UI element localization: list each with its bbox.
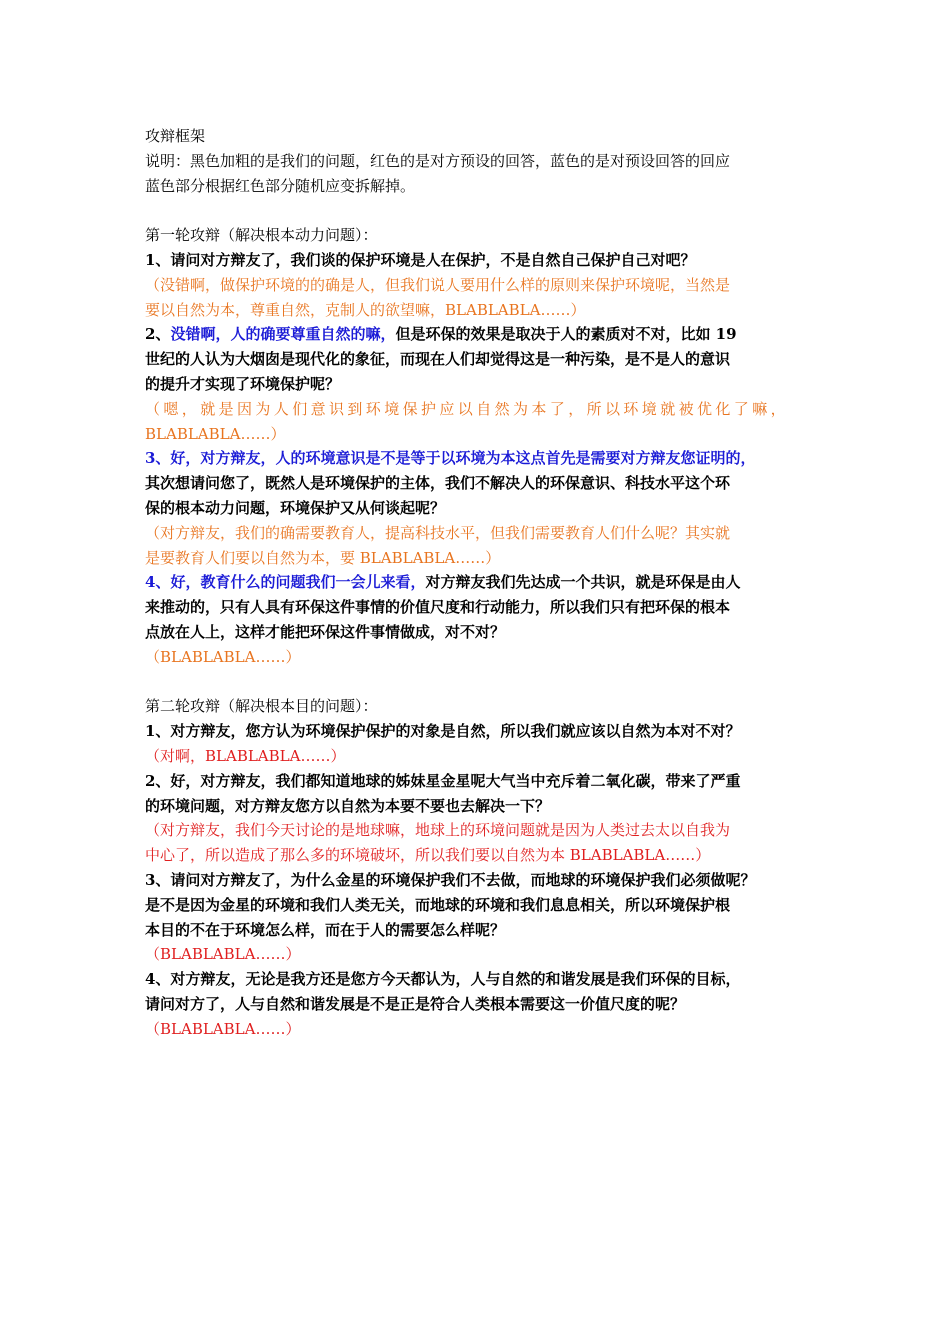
- round2-question-2-line-2: 的环境问题，对方辩友您方以自然为本要不要也去解决一下？: [145, 796, 551, 815]
- round1-answer-4: （BLABLABLA……）: [145, 647, 301, 666]
- round1-heading: 第一轮攻辩（解决根本动力问题）：: [145, 226, 378, 245]
- round2-answer-2-line-2: 中心了，所以造成了那么多的环境破坏，所以我们要以自然为本 BLABLABLA……）: [145, 846, 711, 865]
- round1-question-2-number: 2、: [145, 325, 171, 344]
- spacer: [145, 198, 817, 223]
- round1-question-4-response: 好，教育什么的问题我们一会儿来看，: [170, 573, 426, 592]
- round1-question-2-response: 没错啊，人的确要尊重自然的嘛，: [170, 325, 396, 344]
- doc-title: 攻辩框架: [145, 127, 206, 145]
- round1-question-4-line-1: [145, 570, 817, 595]
- round1-question-3-line-2: 其次想请问您了，既然人是环境保护的主体，我们不解决人的环保意识、科技水平这个环: [145, 474, 731, 493]
- round1-answer-2-line-2: BLABLABLA……）: [145, 424, 286, 443]
- round1-question-2-text: 但是环保的效果是取决于人的素质对不对，比如 19: [395, 325, 737, 344]
- round1-answer-2-line-1: （嗯，就是因为人们意识到环境保护应以自然为本了，所以环境就被优化了嘛，: [145, 399, 790, 418]
- round2-question-1: 1、对方辩友，您方认为环境保护保护的对象是自然，所以我们就应该以自然为本对不对？: [145, 722, 741, 741]
- round2-answer-2-line-1: （对方辩友，我们今天讨论的是地球嘛，地球上的环境问题就是因为人类过去太以自我为: [145, 821, 731, 840]
- round2-answer-1: （对啊，BLABLABLA……）: [145, 746, 346, 765]
- round1-question-2-line-3: 的提升才实现了环境保护呢？: [145, 374, 341, 393]
- round2-question-4-line-2: 请问对方了，人与自然和谐发展是不是正是符合人类根本需要这一价值尺度的呢？: [145, 994, 686, 1013]
- round2-answer-3: （BLABLABLA……）: [145, 945, 301, 964]
- round1-answer-3-line-2: 是要教育人们要以自然为本，要 BLABLABLA……）: [145, 548, 501, 567]
- round1-question-3-line-1: 3、好，对方辩友，人的环境意识是不是等于以环境为本这点首先是需要对方辩友您证明的，: [145, 449, 756, 468]
- doc-note-line-2: 蓝色部分根据红色部分随机应变拆解掉。: [145, 176, 416, 195]
- round1-question-2-line-2: 世纪的人认为大烟囱是现代化的象征，而现在人们却觉得这是一种污染，是不是人的意识: [145, 350, 731, 369]
- spacer: [145, 670, 817, 695]
- round1-question-4-line-3: 点放在人上，这样才能把环保这件事情做成，对不对？: [145, 622, 506, 641]
- round1-question-4-number: 4、: [145, 573, 171, 592]
- round2-question-4-line-1: 4、对方辩友，无论是我方还是您方今天都认为，人与自然的和谐发展是我们环保的目标，: [145, 970, 741, 989]
- round1-answer-1-line-2: 要以自然为本，尊重自然，克制人的欲望嘛，BLABLABLA……）: [145, 300, 586, 319]
- round1-question-4-line-2: 来推动的，只有人具有环保这件事情的价值尺度和行动能力，所以我们只有把环保的根本: [145, 598, 731, 617]
- round2-question-3-line-3: 本目的不在于环境怎么样，而在于人的需要怎么样呢？: [145, 920, 506, 939]
- round1-question-1: 1、请问对方辩友了，我们谈的保护环境是人在保护，不是自然自己保护自己对吧？: [145, 250, 696, 269]
- round1-question-4-text: 对方辩友我们先达成一个共识，就是环保是由人: [425, 573, 741, 592]
- round2-question-3-line-2: 是不是因为金星的环境和我们人类无关，而地球的环境和我们息息相关，所以环境保护根: [145, 895, 731, 914]
- round2-question-3-line-1: 3、请问对方辩友了，为什么金星的环境保护我们不去做，而地球的环境保护我们必须做呢？: [145, 870, 756, 889]
- round1-question-2-line-1: [145, 322, 817, 347]
- doc-note-line-1: 说明：黑色加粗的是我们的问题，红色的是对方预设的回答，蓝色的是对预设回答的回应: [145, 151, 731, 170]
- round1-question-3-line-3: 保的根本动力问题，环境保护又从何谈起呢？: [145, 498, 446, 517]
- round1-answer-1-line-1: （没错啊，做保护环境的的确是人，但我们说人要用什么样的原则来保护环境呢，当然是: [145, 275, 731, 294]
- round2-answer-4: （BLABLABLA……）: [145, 1019, 301, 1038]
- document-page: [145, 124, 817, 1041]
- round1-answer-3-line-1: （对方辩友，我们的确需要教育人，提高科技水平，但我们需要教育人们什么呢？其实就: [145, 523, 731, 542]
- round2-heading: 第二轮攻辩（解决根本目的问题）：: [145, 697, 378, 716]
- round2-question-2-line-1: 2、好，对方辩友，我们都知道地球的姊妹星金星呢大气当中充斥着二氧化碳，带来了严重: [145, 771, 741, 790]
